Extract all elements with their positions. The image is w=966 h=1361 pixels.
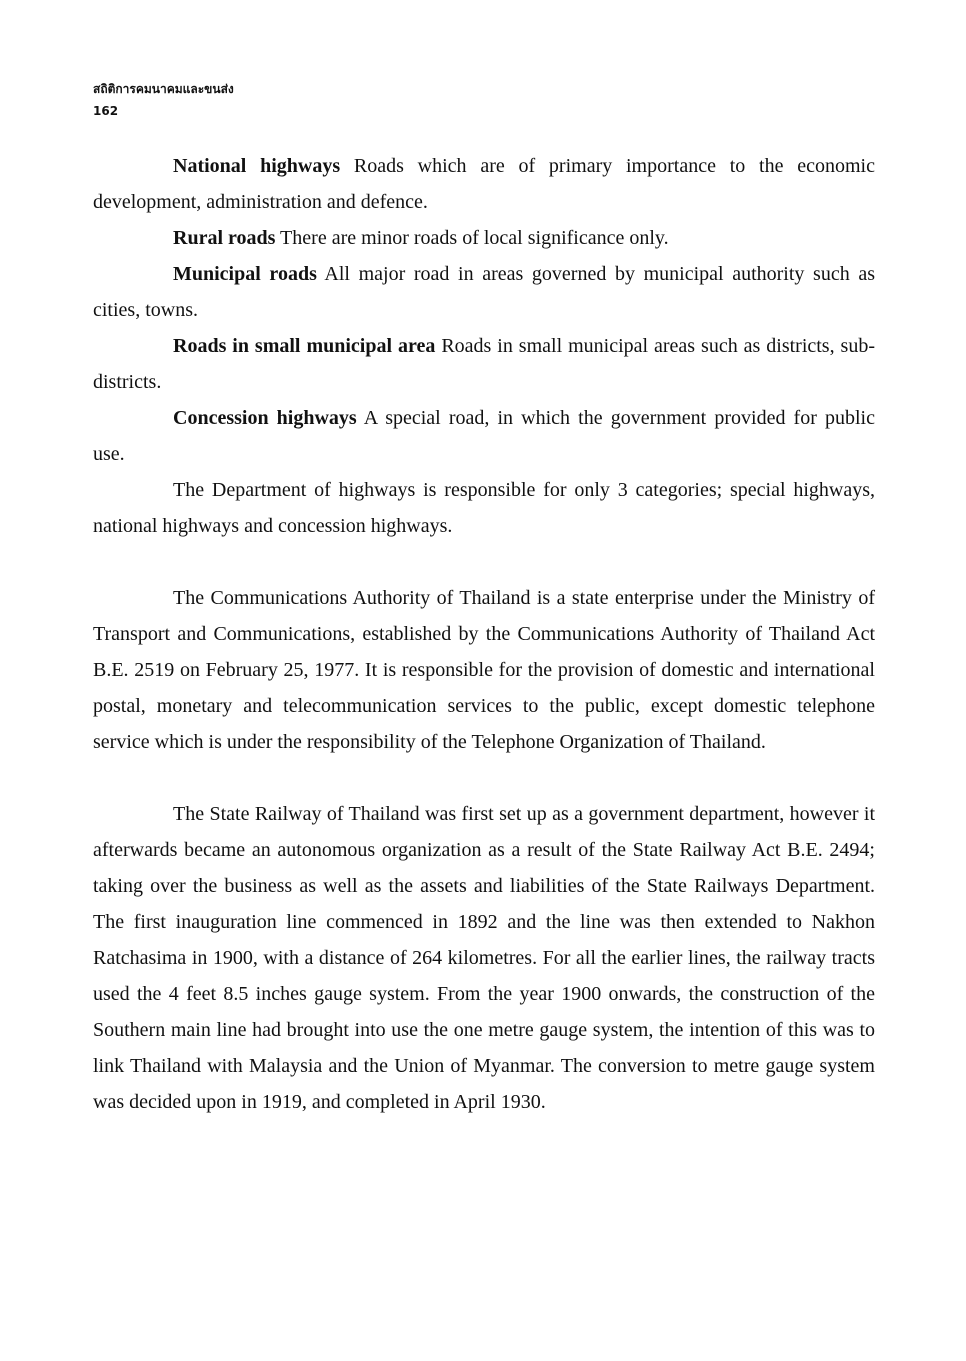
- definition-text: All major road in areas governed by municipal authority such as cities, towns.: [93, 263, 875, 321]
- department-statement: The Department of highways is responsible for only 3 categories; special highways, national highways and concession highways.: [93, 479, 875, 537]
- page-body: [93, 148, 875, 1120]
- page-header: [93, 78, 234, 122]
- running-title: สถิติการคมนาคมและขนส่ง: [93, 82, 234, 96]
- paragraph-gap: [93, 544, 875, 580]
- definition-concession-highways: [93, 400, 875, 472]
- definition-term: Concession highways: [173, 407, 357, 429]
- railway-paragraph: The State Railway of Thailand was first set up as a government department, however it afterwards became an autonomous organization as a result of the State Railway Act B.E. 2494; taking over the business as well as the assets and liabilities of the State Railways Department. The first inauguration line commenced in 1892 and the line was then extended to Nakhon Ratchasima in 1900, with a distance of 264 kilometres. For all the earlier lines, the railway tracts used the 4 feet 8.5 inches gauge system. From the year 1900 onwards, the construction of the Southern main line had brought into use the one metre gauge system, the intention of this was to link Thailand with Malaysia and the Union of Myanmar. The conversion to metre gauge system was decided upon in 1919, and completed in April 1930.: [93, 803, 875, 1113]
- paragraph-gap: [93, 760, 875, 796]
- definition-small-municipal-roads: [93, 328, 875, 400]
- definition-text: Roads which are of primary importance to the economic development, administration and defence.: [93, 155, 875, 213]
- definition-text: Roads in small municipal areas such as districts, sub-districts.: [93, 335, 875, 393]
- definition-text: A special road, in which the government provided for public use.: [93, 407, 875, 465]
- definition-text: There are minor roads of local significance only.: [275, 227, 669, 249]
- definition-national-highways: [93, 148, 875, 220]
- definition-term: Roads in small municipal area: [173, 335, 436, 357]
- communications-paragraph: The Communications Authority of Thailand is a state enterprise under the Ministry of Transport and Communications, established by the Communications Authority of Thailand Act B.E. 2519 on February 25, 1977. It is responsible for the provision of domestic and international postal, monetary and telecommunication services to the public, except domestic telephone service which is under the responsibility of the Telephone Organization of Thailand.: [93, 587, 875, 753]
- definition-term: National highways: [173, 155, 341, 177]
- definition-term: Municipal roads: [173, 263, 317, 285]
- definition-term: Rural roads: [173, 227, 276, 249]
- definition-rural-roads: [93, 220, 875, 256]
- definition-municipal-roads: [93, 256, 875, 328]
- page-number: 162: [93, 104, 119, 118]
